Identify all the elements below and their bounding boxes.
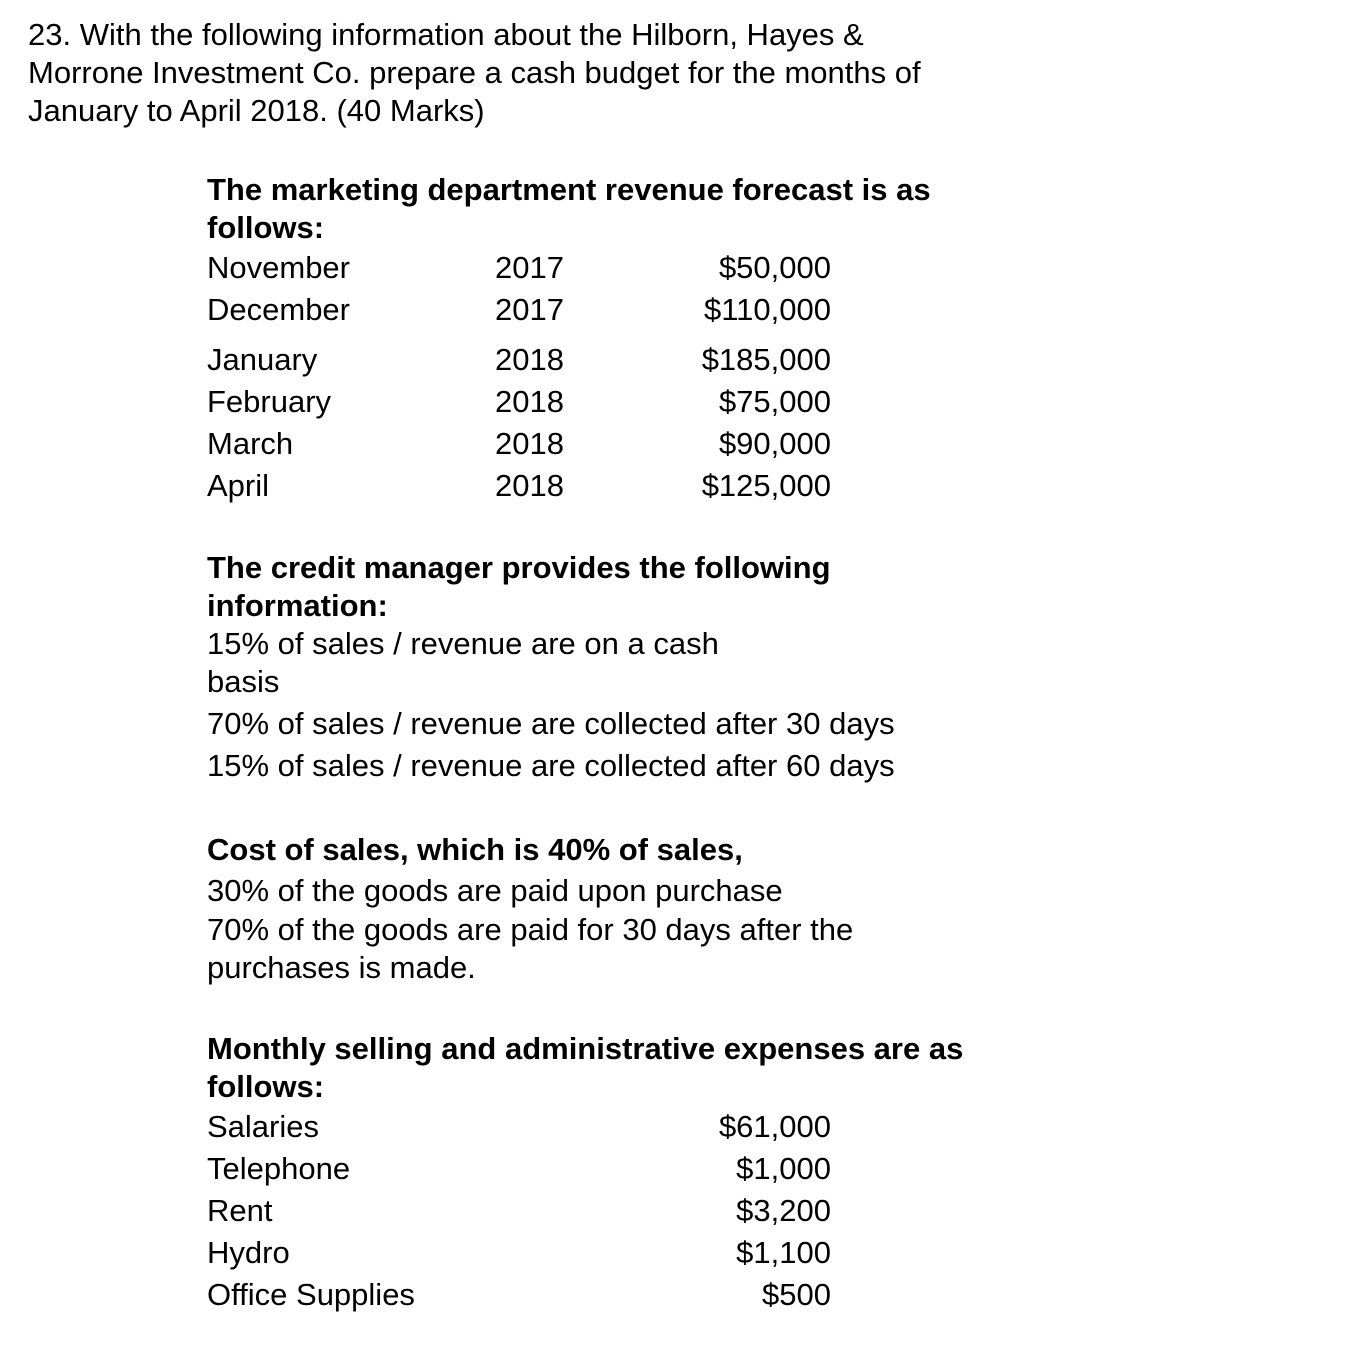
expenses-section xyxy=(207,1030,963,1316)
credit-heading xyxy=(207,549,895,625)
revenue-amount: $110,000 xyxy=(704,292,831,327)
revenue-amount: $50,000 xyxy=(718,250,831,285)
expense-item: Telephone xyxy=(207,1151,351,1186)
expense-amount: $3,200 xyxy=(736,1193,831,1228)
revenue-year: 2017 xyxy=(495,292,564,327)
revenue-year: 2018 xyxy=(495,342,564,377)
expense-item: Salaries xyxy=(207,1109,319,1144)
credit-line: 15% of sales / revenue are on a cash xyxy=(207,626,719,661)
credit-line: basis xyxy=(207,664,280,699)
expense-item: Hydro xyxy=(207,1235,290,1270)
revenue-row xyxy=(207,339,931,381)
question-text xyxy=(28,16,1028,130)
expense-amount: $1,100 xyxy=(736,1235,831,1270)
cost-of-sales-section xyxy=(207,831,853,987)
revenue-month: December xyxy=(207,292,350,327)
heading-line: follows: xyxy=(207,210,325,245)
revenue-row xyxy=(207,381,931,423)
question-line: January to April 2018. (40 Marks) xyxy=(28,93,485,128)
cost-heading: Cost of sales, which is 40% of sales, xyxy=(207,832,743,867)
heading-line: Monthly selling and administrative expenses are as xyxy=(207,1031,964,1066)
revenue-month: April xyxy=(207,468,270,503)
cost-line: 30% of the goods are paid upon purchase xyxy=(207,873,783,908)
revenue-amount: $185,000 xyxy=(701,342,831,377)
heading-line: The credit manager provides the following xyxy=(207,550,831,585)
revenue-row xyxy=(207,247,931,289)
expense-row xyxy=(207,1190,963,1232)
expense-amount: $1,000 xyxy=(736,1151,831,1186)
revenue-year: 2018 xyxy=(495,384,564,419)
revenue-forecast-section xyxy=(207,171,931,507)
revenue-row xyxy=(207,289,931,331)
question-line: Morrone Investment Co. prepare a cash budget for the months of xyxy=(28,55,921,90)
revenue-month: March xyxy=(207,426,294,461)
credit-line: 15% of sales / revenue are collected after 60 days xyxy=(207,748,895,783)
expense-row xyxy=(207,1274,963,1316)
revenue-year: 2018 xyxy=(495,468,564,503)
expense-row xyxy=(207,1148,963,1190)
cost-line: purchases is made. xyxy=(207,950,476,985)
credit-line: 70% of sales / revenue are collected after 30 days xyxy=(207,706,895,741)
expense-row xyxy=(207,1106,963,1148)
heading-line: follows: xyxy=(207,1069,325,1104)
expense-row xyxy=(207,1232,963,1274)
question-line: 23. With the following information about the Hilborn, Hayes & xyxy=(28,17,864,52)
revenue-row xyxy=(207,465,931,507)
revenue-month: January xyxy=(207,342,318,377)
expenses-heading xyxy=(207,1030,963,1106)
revenue-year: 2018 xyxy=(495,426,564,461)
heading-line: information: xyxy=(207,588,388,623)
cost-line: 70% of the goods are paid for 30 days after the xyxy=(207,912,854,947)
expense-item: Office Supplies xyxy=(207,1277,415,1312)
expense-amount: $61,000 xyxy=(718,1109,831,1144)
expense-amount: $500 xyxy=(762,1277,831,1312)
heading-line: The marketing department revenue forecast is as xyxy=(207,172,931,207)
revenue-month: November xyxy=(207,250,350,285)
expense-item: Rent xyxy=(207,1193,273,1228)
revenue-amount: $125,000 xyxy=(701,468,831,503)
revenue-row xyxy=(207,423,931,465)
revenue-amount: $90,000 xyxy=(718,426,831,461)
revenue-amount: $75,000 xyxy=(718,384,831,419)
revenue-month: February xyxy=(207,384,332,419)
revenue-year: 2017 xyxy=(495,250,564,285)
credit-section xyxy=(207,549,895,787)
revenue-heading xyxy=(207,171,931,247)
